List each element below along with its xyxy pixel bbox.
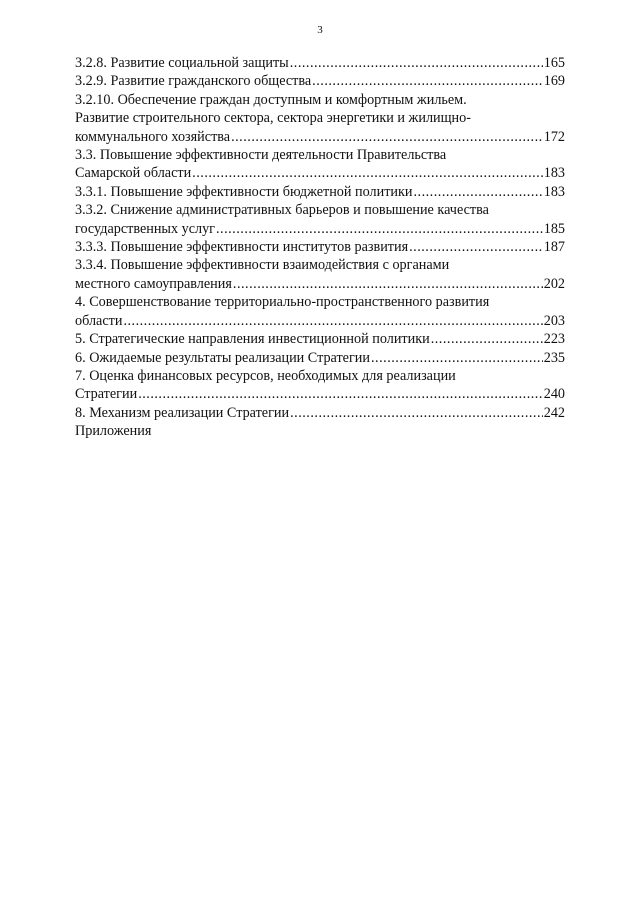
toc-entry <box>75 349 565 367</box>
toc-page-number: 185 <box>543 220 565 237</box>
toc-leader-dots <box>216 220 543 238</box>
toc-entry-text: 3.3.2. Снижение административных барьеров и повышение качества <box>75 202 489 219</box>
toc-leader-dots <box>192 164 543 182</box>
toc-page-number: 183 <box>543 183 565 200</box>
toc-entry-text: 4. Совершенствование территориально-пространственного развития <box>75 294 490 311</box>
toc-entry-line <box>75 220 565 238</box>
toc-entry-line <box>75 404 565 422</box>
toc-entry <box>75 54 565 72</box>
toc-entry <box>75 422 565 440</box>
toc-entry-line <box>75 54 565 72</box>
toc-leader-dots <box>138 385 543 403</box>
toc-entry <box>75 91 565 146</box>
toc-entry <box>75 183 565 201</box>
toc-entry-text: государственных услуг <box>75 220 215 237</box>
toc-page-number: 165 <box>543 55 565 71</box>
toc-entry <box>75 201 565 238</box>
toc-page-number: 240 <box>543 386 565 403</box>
toc-leader-dots <box>290 404 543 422</box>
toc-entry-text: 3.3.4. Повышение эффективности взаимодействия с органами <box>75 257 450 274</box>
toc-entry <box>75 404 565 422</box>
toc-entry-text: 5. Стратегические направления инвестиционной политики <box>75 331 430 348</box>
toc-entry <box>75 367 565 404</box>
toc-entry-text: области <box>75 312 123 329</box>
toc-entry-line <box>75 385 565 403</box>
toc-page-number: 203 <box>543 312 565 329</box>
toc-entry-text: Самарской области <box>75 165 192 182</box>
toc-leader-dots <box>123 312 542 330</box>
toc-leader-dots <box>431 330 543 348</box>
toc-leader-dots <box>371 349 543 367</box>
toc-entry-line <box>75 72 565 90</box>
toc-page-number: 242 <box>543 404 565 421</box>
toc-leader-dots <box>312 72 543 90</box>
toc-entry-text: 3.2.8. Развитие социальной защиты <box>75 55 289 71</box>
toc-entry-line <box>75 349 565 367</box>
toc-entry-line <box>75 183 565 201</box>
toc-entry-line <box>75 238 565 256</box>
page-number: 3 <box>317 24 323 36</box>
toc-leader-dots <box>290 54 543 72</box>
toc-page-number: 187 <box>543 239 565 256</box>
toc-entry-text: 3.3.3. Повышение эффективности институтов развития <box>75 239 409 256</box>
toc-entry-text: Развитие строительного сектора, сектора энергетики и жилищно- <box>75 110 471 127</box>
toc-page-number: 169 <box>543 73 565 90</box>
toc-entry-text: 6. Ожидаемые результаты реализации Стратегии <box>75 349 370 366</box>
table-of-contents <box>75 54 565 441</box>
toc-leader-dots <box>233 275 543 293</box>
toc-entry-text: коммунального хозяйства <box>75 128 231 145</box>
toc-page-number: 202 <box>543 275 565 292</box>
toc-leader-dots <box>409 238 543 256</box>
toc-page-number: 223 <box>543 331 565 348</box>
toc-entry-text: 3.2.9. Развитие гражданского общества <box>75 73 312 90</box>
toc-page-number: 183 <box>543 165 565 182</box>
toc-entry-text: Приложения <box>75 423 152 440</box>
toc-entry-line <box>75 275 565 293</box>
toc-leader-dots <box>231 128 543 146</box>
toc-leader-dots <box>413 183 542 201</box>
toc-entry-text: местного самоуправления <box>75 275 232 292</box>
toc-entry-line <box>75 128 565 146</box>
toc-entry-text: 3.3. Повышение эффективности деятельности Правительства <box>75 147 447 164</box>
toc-entry-line <box>75 312 565 330</box>
toc-entry-text: Стратегии <box>75 386 138 403</box>
toc-entry-text: 3.3.1. Повышение эффективности бюджетной политики <box>75 183 413 200</box>
toc-entry <box>75 330 565 348</box>
toc-entry <box>75 256 565 293</box>
toc-entry-line <box>75 164 565 182</box>
toc-entry-line <box>75 422 565 440</box>
toc-entry-line <box>75 330 565 348</box>
toc-entry <box>75 72 565 90</box>
toc-entry-text: 3.2.10. Обеспечение граждан доступным и комфортным жильем. <box>75 91 467 108</box>
toc-entry <box>75 146 565 183</box>
toc-entry-text: 7. Оценка финансовых ресурсов, необходимых для реализации <box>75 367 456 384</box>
toc-entry <box>75 238 565 256</box>
toc-entry <box>75 293 565 330</box>
toc-entry-text: 8. Механизм реализации Стратегии <box>75 404 290 421</box>
toc-page-number: 172 <box>543 128 565 145</box>
toc-page-number: 235 <box>543 349 565 366</box>
